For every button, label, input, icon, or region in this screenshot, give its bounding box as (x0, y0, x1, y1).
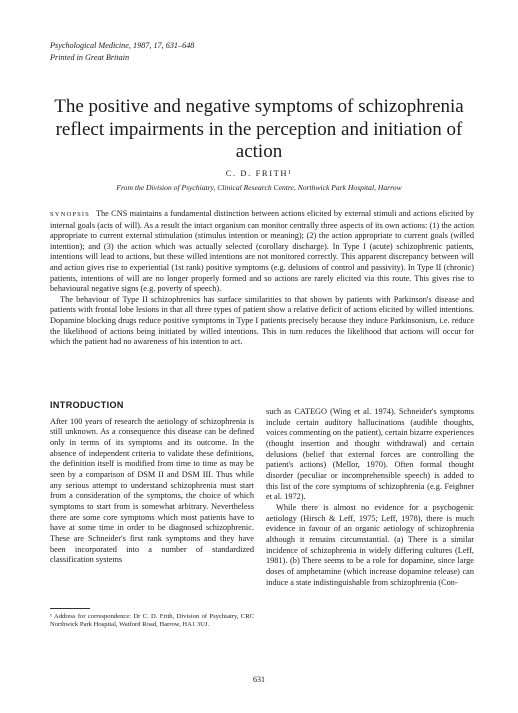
printed-in: Printed in Great Britain (50, 53, 130, 62)
journal-citation: Psychological Medicine, 1987, 17, 631–648 (50, 41, 195, 50)
intro-paragraph-3: While there is almost no evidence for a psychogenic aetiology (Hirsch & Leff, 1975; Leff, 1978), there is much evidence in favour of an organic aetiology of schizophrenia although it remains circumstantial. (a) There is a similar incidence of schizophrenia in widely differing cultures (Leff, 1981). (b) There seems to be a role for dopamine, since large doses of amphetamine (which increase dopamine release) can induce a state indistinguishable from schizophrenia (Con- (266, 502, 474, 587)
footnote-divider (50, 608, 90, 609)
intro-paragraph-2: such as CATEGO (Wing et al. 1974). Schneider's symptoms include certain auditory hallucinations (audible thoughts, voices commenting on the patient), certain bizarre experiences (thought insertion and thought withdrawal) and certain delusions (belief that external forces are controlling the patient's actions) (Mellor, 1970). Often formal thought disorder (peculiar or incomprehensible speech) is added to this list of the core symptoms of schizophrenia (e.g. Feighner et al. 1972). (266, 407, 474, 502)
right-column (266, 407, 474, 588)
author-name: C. D. FRITH¹ (225, 168, 293, 178)
abstract-text-1: The CNS maintains a fundamental distinction between actions elicited by external stimuli and actions elicited by internal goals (acts of will). As a result the intact organism can monitor centrally three aspects of its own actions: (1) the action appropriate to current external stimulation (stimulus intention or meaning); (2) the action appropriate to current goals (willed intention); and (3) the action which was actually selected (corollary discharge). In Type I (acute) schizophrenic patients, intentions will lead to actions, but these willed intentions are not monitored correctly. This apparent discrepancy between will and action gives rise to experiential (1st rank) positive symptoms (e.g. delusions of control and passivity). In Type II (chronic) patients, intentions of will are no longer properly formed and so actions are rarely elicited via this route. This gives rise to behavioural negative signs (e.g. poverty of speech). (50, 209, 474, 294)
page-number: 631 (253, 675, 265, 684)
intro-paragraph-1: After 100 years of research the aetiology of schizophrenia is still unknown. As a consequence this disease can be defined only in terms of its symptoms and its outcome. In the absence of independent criteria to validate these definitions, the definition itself is modified from time to time as may be seen by a comparison of DSM II and DSM III. Thus while any serious attempt to understand schizophrenia must start from a consideration of the symptoms, the choice of which symptoms to start from is somewhat arbitrary. Nevertheless there are some core symptoms which most patients have to have at some time in order to be diagnosed schizophrenic. These are Schneider's first rank symptoms and they have been incorporated into a number of standardized classification systems (50, 416, 254, 565)
section-heading: INTRODUCTION (50, 400, 124, 410)
left-column (50, 400, 254, 566)
journal-header (50, 40, 194, 64)
author-affiliation: From the Division of Psychiatry, Clinical Research Centre, Northwick Park Hospital, Harrow (116, 183, 402, 192)
abstract-paragraph-2: The behaviour of Type II schizophrenics has surface similarities to that shown by patients with Parkinson's disease and patients with frontal lobe lesions in that all three types of patient show a relative deficit of actions elicited by willed intentions. Dopamine blocking drugs reduce positive symptoms in Type I patients precisely because they induce Parkinsonism, i.e. reduce the likelihood of actions being initiated by willed intentions. This in turn reduces the likelihood that actions will occur for which the patient had no awareness of his intention to act. (50, 294, 474, 347)
abstract (50, 209, 474, 348)
article-title: The positive and negative symptoms of schizophrenia reflect impairments in the perception and initiation of action (54, 96, 464, 162)
abstract-paragraph-1 (50, 209, 474, 295)
footnote: ¹ Address for correspondence: Dr C. D. Frith, Division of Psychiatry, CRC Northwick Park Hospital, Watford Road, Harrow, HA1 3UJ. (50, 613, 254, 629)
synopsis-label: SYNOPSIS (50, 211, 90, 218)
